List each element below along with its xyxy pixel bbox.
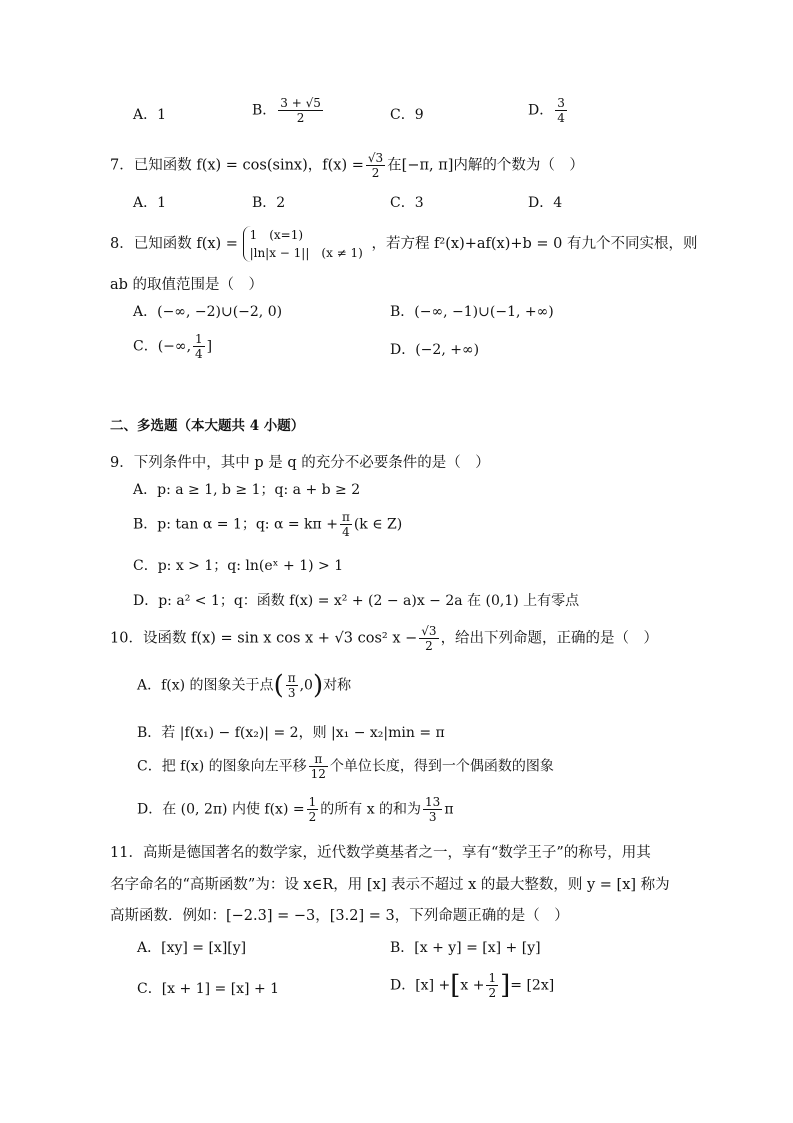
- q10-option-d-fraction-2: [423, 795, 442, 824]
- q7-stem-b: 在[−π, π]内解的个数为（ ）: [387, 157, 584, 174]
- q11-option-b: B．[x + y] = [x] + [y]: [390, 940, 541, 956]
- q11-option-d-c: = [2x]: [510, 977, 555, 994]
- q8-option-a: A．(−∞, −2)∪(−2, 0): [133, 304, 283, 320]
- q10-option-b: B．若 |f(x₁) − f(x₂)| = 2，则 |x₁ − x₂|min = π: [137, 725, 445, 741]
- frac-num: 13: [425, 795, 441, 809]
- bracket-right: ]: [500, 970, 511, 1001]
- q6-option-b-label: B．: [252, 102, 277, 119]
- frac-den: 3: [287, 686, 296, 700]
- q8-stem-b: ，若方程 f²(x)+af(x)+b = 0 有九个不同实根，则: [371, 236, 698, 252]
- frac-num: π: [287, 671, 296, 685]
- q10-option-a-c: 对称: [323, 677, 352, 694]
- frac-den: 2: [425, 639, 433, 653]
- frac-den: 2: [371, 166, 380, 180]
- q8-option-c-b: ]: [206, 338, 213, 355]
- q10-option-c-fraction: [309, 752, 328, 781]
- q6-option-d: [528, 96, 569, 125]
- q8-option-c-a: C．(−∞,: [133, 338, 192, 355]
- q8-case-2: |ln|x − 1|| (x ≠ 1): [249, 246, 363, 260]
- q10-option-d-a: D．在 (0, 2π) 内使 f(x) =: [137, 801, 305, 818]
- q11-line-3: 高斯函数．例如：[−2.3] = −3，[3.2] = 3，下列命题正确的是（ ）: [110, 908, 569, 924]
- frac-den: 4: [342, 525, 350, 539]
- bracket-left: [: [450, 970, 461, 1001]
- q10-stem: [110, 624, 658, 653]
- paren-right: ): [312, 670, 324, 701]
- q10-option-a-a: A．f(x) 的图象关于点: [137, 677, 274, 694]
- q9-stem: 9．下列条件中，其中 p 是 q 的充分不必要条件的是（ ）: [110, 455, 490, 471]
- q9-option-b: [133, 510, 402, 539]
- q10-stem-a: 10．设函数 f(x) = sin x cos x + √3 cos² x −: [110, 630, 418, 647]
- q9-option-c: C．p: x > 1；q: ln(eˣ + 1) > 1: [133, 558, 344, 574]
- frac-num: √3: [421, 624, 437, 638]
- q7-option-d: D．4: [528, 195, 563, 211]
- q11-option-c: C．[x + 1] = [x] + 1: [137, 981, 280, 997]
- q11-option-d-b: x +: [460, 977, 485, 994]
- q7-option-c: C．3: [390, 195, 424, 211]
- q10-option-c-a: C．把 f(x) 的图象向左平移: [137, 758, 307, 775]
- frac-num: 3 + √5: [280, 96, 321, 110]
- q11-option-d-fraction: [486, 971, 498, 1000]
- frac-den: 2: [296, 111, 305, 125]
- q11-line-2: 名字命名的“高斯函数”为：设 x∈R，用 [x] 表示不超过 x 的最大整数，则 y = [x] 称为: [110, 877, 670, 893]
- q7-option-a: A．1: [133, 195, 167, 211]
- q7-stem-a: 7．已知函数 f(x) = cos(sinx)，f(x) =: [110, 157, 364, 174]
- q10-option-a: [137, 671, 351, 700]
- q8-case-1: 1 (x=1): [249, 228, 304, 242]
- frac-den: 4: [557, 111, 565, 125]
- q10-option-d: [137, 795, 454, 824]
- q10-option-d-fraction: [307, 795, 319, 824]
- frac-den: 2: [308, 810, 317, 824]
- q11-line-1: 11．高斯是德国著名的数学家，近代数学奠基者之一，享有“数学王子”的称号，用其: [110, 845, 651, 861]
- frac-num: π: [341, 510, 350, 524]
- q10-stem-fraction: [419, 624, 438, 653]
- frac-num: 1: [195, 332, 203, 346]
- frac-num: √3: [367, 151, 384, 165]
- q11-option-a: A．[xy] = [x][y]: [137, 940, 247, 956]
- frac-den: 2: [488, 986, 497, 1000]
- q10-option-a-fraction: [286, 671, 298, 700]
- frac-num: 3: [557, 96, 565, 110]
- frac-den: 12: [310, 767, 326, 781]
- q8-option-c-fraction: [193, 332, 205, 361]
- q8-piecewise: [243, 226, 367, 262]
- q9-option-b-a: B．p: tan α = 1；q: α = kπ +: [133, 516, 338, 533]
- q10-option-d-b: 的所有 x 的和为: [320, 801, 422, 818]
- q10-option-d-c: π: [444, 801, 454, 818]
- q10-option-a-b: ,0: [299, 677, 313, 694]
- frac-den: 4: [195, 347, 203, 361]
- q6-option-d-label: D．: [528, 102, 554, 119]
- q8-option-c: [133, 332, 212, 361]
- paren-left: (: [273, 670, 284, 701]
- q8-option-d: D．(−2, +∞): [390, 342, 480, 358]
- q8-stem-c: ab 的取值范围是（ ）: [110, 277, 264, 293]
- q6-option-c: C．9: [390, 107, 424, 123]
- q6-option-b-fraction: [278, 96, 323, 125]
- frac-num: 1: [488, 971, 497, 985]
- q8-stem-a: 8．已知函数 f(x) =: [110, 236, 238, 252]
- q6-option-d-fraction: [555, 96, 567, 125]
- frac-num: π: [309, 752, 328, 767]
- q6-option-b: [252, 96, 325, 125]
- q6-option-a: A．1: [133, 107, 167, 123]
- q10-option-c-b: 个单位长度，得到一个偶函数的图象: [329, 758, 554, 775]
- frac-num: 1: [308, 795, 317, 809]
- q9-option-a: A．p: a ≥ 1, b ≥ 1；q: a + b ≥ 2: [133, 482, 361, 498]
- q10-stem-b: ，给出下列命题，正确的是（ ）: [440, 630, 659, 647]
- q10-option-c: [137, 752, 554, 781]
- q11-option-d: [390, 971, 554, 1000]
- q7-stem: [110, 151, 584, 180]
- q7-fraction: [366, 151, 385, 180]
- q8-option-b: B．(−∞, −1)∪(−1, +∞): [390, 304, 554, 320]
- section-heading: 二、多选题（本大题共 4 小题）: [110, 418, 305, 434]
- q8-stem: [110, 226, 698, 262]
- q7-option-b: B．2: [252, 195, 286, 211]
- q11-option-d-a: D．[x] +: [390, 977, 451, 994]
- q9-option-b-b: (k ∈ Z): [353, 516, 403, 533]
- q9-option-b-fraction: [340, 510, 352, 539]
- q9-option-d: D．p: a² < 1；q：函数 f(x) = x² + (2 − a)x − 2a 在 (0,1) 上有零点: [133, 593, 580, 609]
- frac-den: 3: [428, 810, 437, 824]
